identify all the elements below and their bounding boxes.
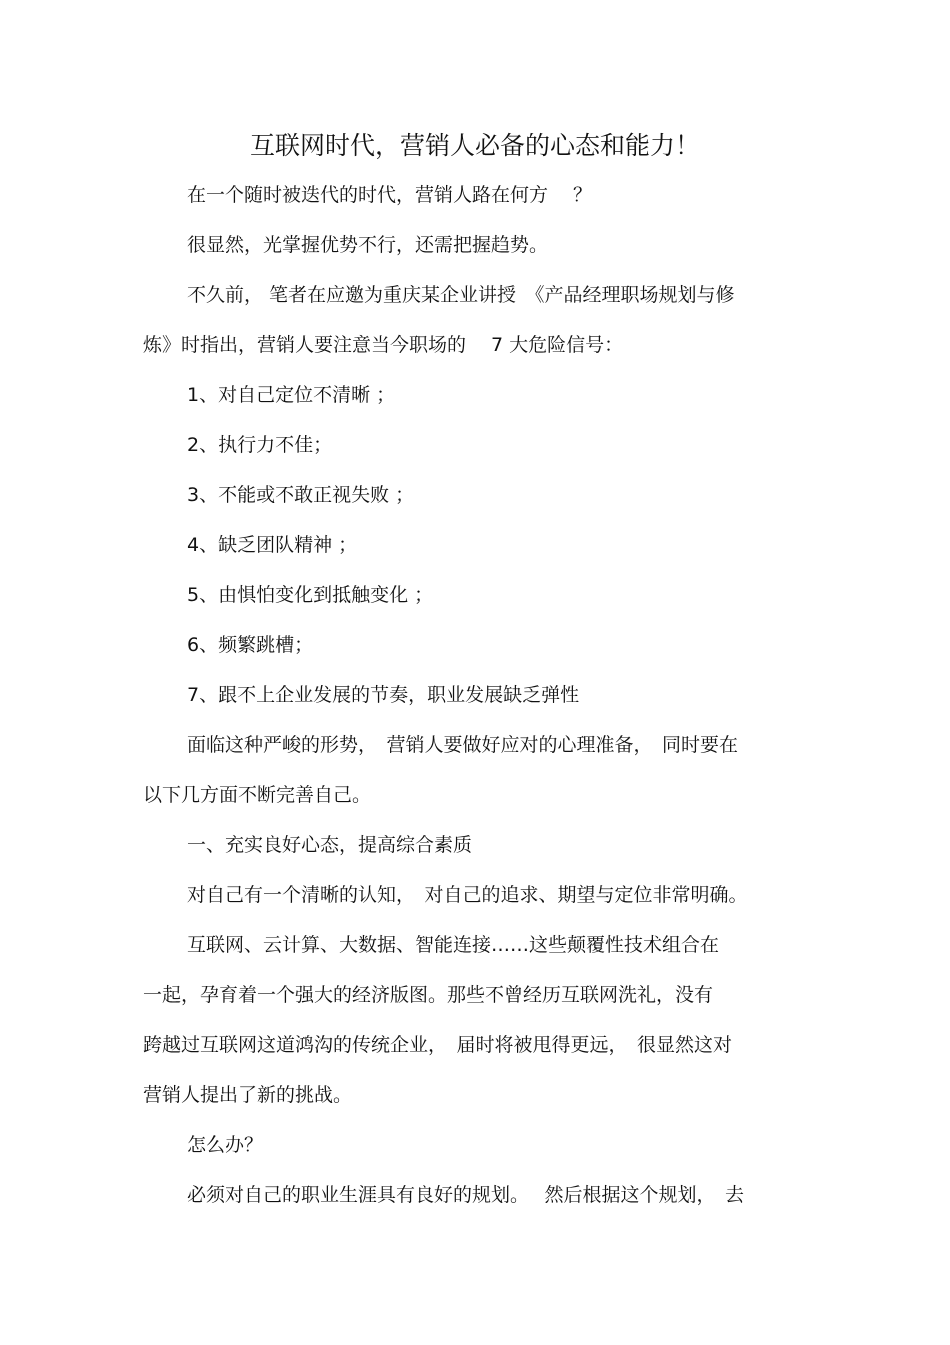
paragraph-line: 对自己有一个清晰的认知， 对自己的追求、期望与定位非常明确。	[187, 884, 748, 906]
list-item: 3、不能或不敢正视失败 ；	[187, 484, 415, 506]
list-item: 7、跟不上企业发展的节奏，职业发展缺乏弹性	[187, 684, 580, 706]
list-item: 2、执行力不佳；	[187, 434, 333, 456]
paragraph-line: 面临这种严峻的形势， 营销人要做好应对的心理准备， 同时要在	[187, 734, 739, 756]
paragraph-line: 一起，孕育着一个强大的经济版图。那些不曾经历互联网洗礼，没有	[143, 984, 714, 1006]
paragraph-line: 不久前， 笔者在应邀为重庆某企业讲授 《产品经理职场规划与修	[187, 284, 735, 306]
paragraph-line: 炼》时指出，营销人要注意当今职场的 7 大危险信号：	[143, 334, 624, 356]
paragraph-line: 跨越过互联网这道鸿沟的传统企业， 届时将被甩得更远， 很显然这对	[143, 1034, 733, 1056]
list-item: 6、频繁跳槽；	[187, 634, 314, 656]
list-item: 5、由惧怕变化到抵触变化 ；	[187, 584, 434, 606]
list-item: 1、对自己定位不清晰 ；	[187, 384, 396, 406]
paragraph-line: 以下几方面不断完善自己。	[143, 784, 372, 806]
list-item: 4、缺乏团队精神 ；	[187, 534, 358, 556]
paragraph-line: 必须对自己的职业生涯具有良好的规划。 然后根据这个规划， 去	[187, 1184, 745, 1206]
paragraph-line: 怎么办？	[187, 1134, 264, 1156]
paragraph-line: 在一个随时被迭代的时代，营销人路在何方 ？	[187, 184, 593, 206]
paragraph-line: 营销人提出了新的挑战。	[143, 1084, 353, 1106]
page-title: 互联网时代，营销人必备的心态和能力！	[249, 131, 700, 160]
paragraph-line: 互联网、云计算、大数据、智能连接……这些颠覆性技术组合在	[187, 934, 720, 956]
paragraph-line: 很显然，光掌握优势不行，还需把握趋势。	[187, 234, 549, 256]
section-heading: 一、充实良好心态，提高综合素质	[187, 834, 473, 856]
